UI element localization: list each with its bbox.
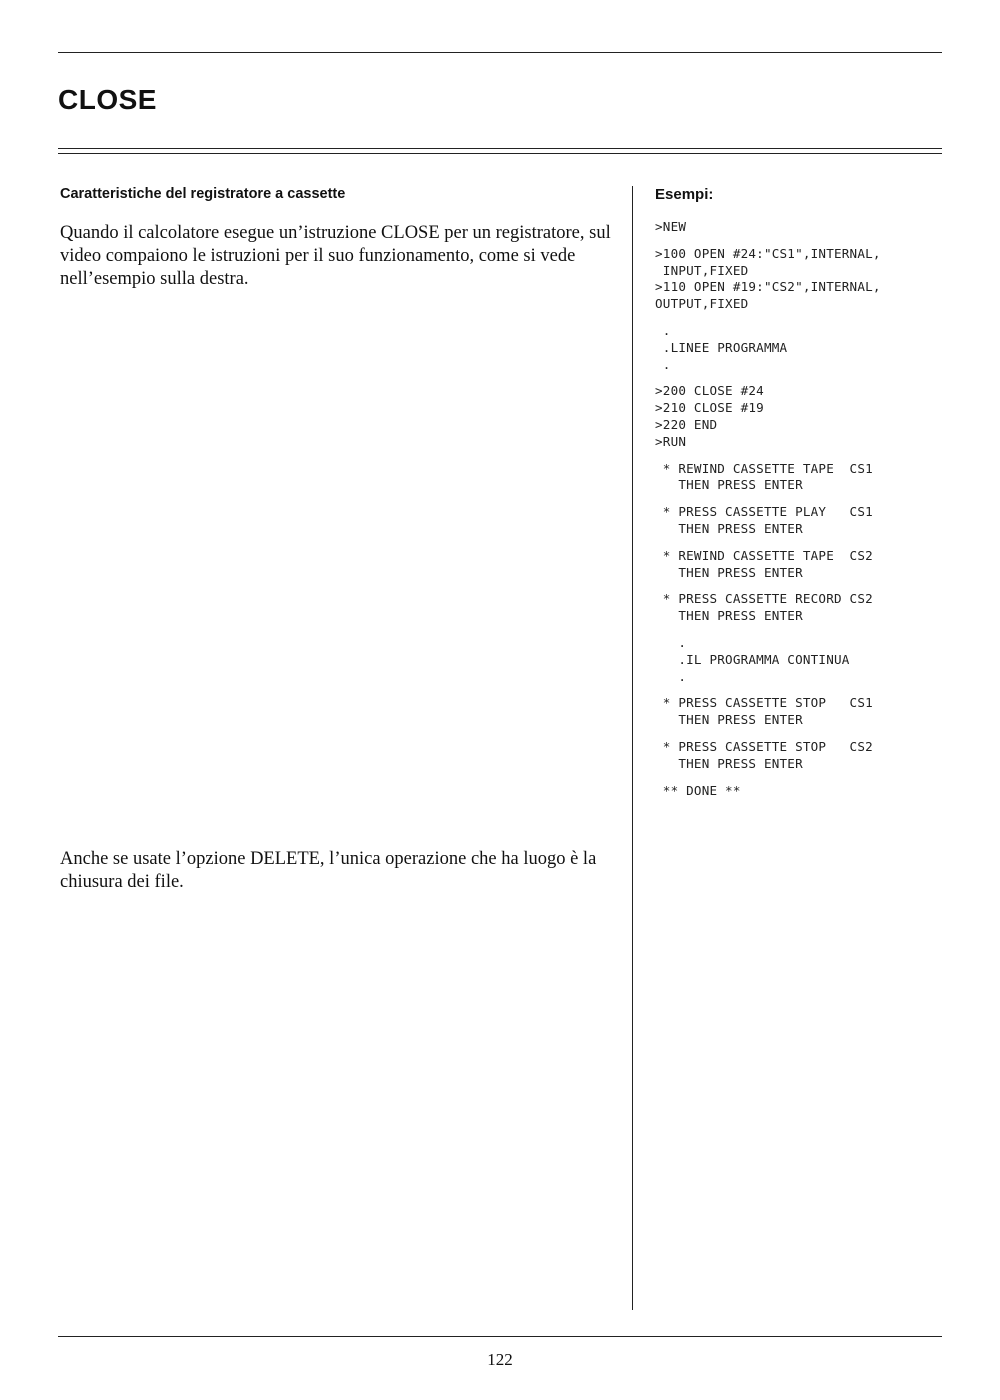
code-block-program-continues: . .IL PROGRAMMA CONTINUA . bbox=[678, 634, 850, 684]
top-rule bbox=[58, 52, 942, 53]
code-block-done: ** DONE ** bbox=[655, 782, 741, 798]
bottom-rule bbox=[58, 1336, 942, 1337]
code-block-program-lines: . .LINEE PROGRAMMA . bbox=[662, 322, 788, 372]
page-title: CLOSE bbox=[58, 84, 157, 115]
code-block-play-cs1: * PRESS CASSETTE PLAY CS1 THEN PRESS ENTER bbox=[662, 504, 873, 536]
code-block-rewind-cs1: * REWIND CASSETTE TAPE CS1 THEN PRESS ENTER bbox=[662, 460, 873, 493]
section-heading: Caratteristiche del registratore a cassette bbox=[60, 186, 346, 202]
code-block-open: >100 OPEN #24:"CS1",INTERNAL, INPUT,FIXED >110 OPEN #19:"CS2",INTERNAL, OUTPUT,FIXED bbox=[655, 245, 881, 312]
right-column bbox=[655, 186, 955, 809]
code-block-new: >NEW bbox=[655, 219, 687, 234]
column-divider bbox=[632, 186, 633, 1310]
page-number: 122 bbox=[487, 1350, 513, 1369]
code-block-rewind-cs2: * REWIND CASSETTE TAPE CS2 THEN PRESS ENTER bbox=[662, 547, 873, 580]
code-block-stop-cs1: * PRESS CASSETTE STOP CS1 THEN PRESS ENTER bbox=[662, 695, 873, 728]
paragraph-intro: Quando il calcolatore esegue un’istruzione CLOSE per un registratore, sul video compaiono le istruzioni per il suo funzionamento, come si vede nell’esempio sulla destra. bbox=[60, 223, 611, 289]
examples-heading: Esempi: bbox=[655, 186, 714, 203]
paragraph-delete-note: Anche se usate l’opzione DELETE, l’unica operazione che ha luogo è la chiusura dei file. bbox=[60, 849, 597, 892]
code-block-record-cs2: * PRESS CASSETTE RECORD CS2 THEN PRESS ENTER bbox=[662, 591, 873, 624]
left-column bbox=[60, 186, 618, 291]
code-listing bbox=[655, 219, 955, 799]
code-block-close: >200 CLOSE #24 >210 CLOSE #19 >220 END >RUN bbox=[655, 383, 764, 449]
title-double-rule bbox=[58, 148, 942, 154]
code-block-stop-cs2: * PRESS CASSETTE STOP CS2 THEN PRESS ENTER bbox=[662, 738, 873, 771]
